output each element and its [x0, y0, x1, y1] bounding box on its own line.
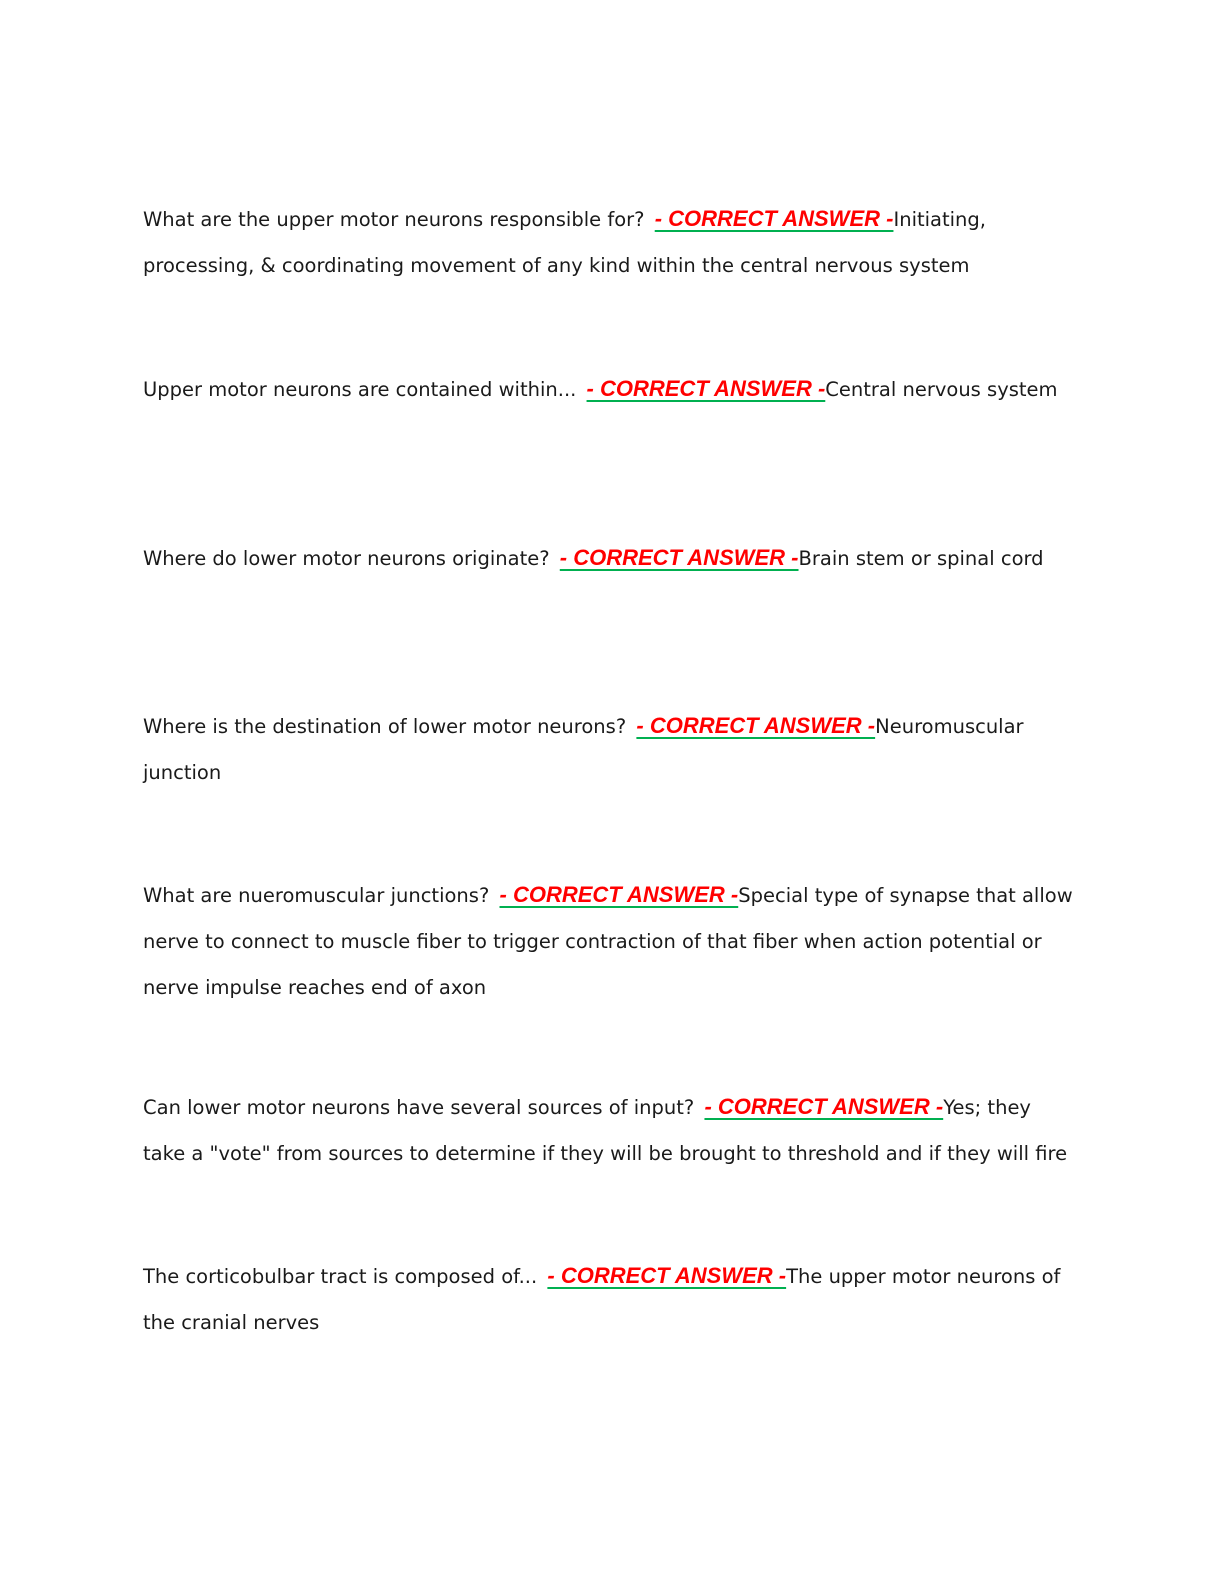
question-text: The corticobulbar tract is composed of...: [143, 1265, 538, 1288]
answer-text: Special type of synapse that allow nerve to connect to muscle fiber to trigger contraction of that fiber when action potential or nerve impulse reaches end of axon: [143, 884, 1073, 999]
qa-item-6: [143, 1084, 1073, 1177]
qa-item-3: [143, 535, 1073, 582]
correct-answer-marker: - CORRECT ANSWER -: [636, 713, 876, 738]
question-text: Where do lower motor neurons originate?: [143, 547, 550, 570]
answer-text: Neuromuscular junction: [143, 715, 1024, 784]
correct-answer-marker: - CORRECT ANSWER -: [547, 1263, 787, 1288]
correct-answer-marker: - CORRECT ANSWER -: [586, 376, 826, 401]
question-text: Where is the destination of lower motor neurons?: [143, 715, 627, 738]
question-text: What are nueromuscular junctions?: [143, 884, 490, 907]
qa-item-5: [143, 872, 1073, 1011]
correct-answer-marker: - CORRECT ANSWER -: [704, 1094, 944, 1119]
correct-answer-marker: - CORRECT ANSWER -: [559, 545, 799, 570]
answer-text: The upper motor neurons of the cranial nerves: [143, 1265, 1061, 1334]
correct-answer-marker: - CORRECT ANSWER -: [499, 882, 739, 907]
qa-item-2: [143, 366, 1073, 413]
answer-text: Brain stem or spinal cord: [798, 547, 1044, 570]
answer-text: Initiating, processing, & coordinating movement of any kind within the central nervous system: [143, 208, 986, 277]
qa-item-7: [143, 1253, 1073, 1346]
question-text: Can lower motor neurons have several sources of input?: [143, 1096, 695, 1119]
correct-answer-marker: - CORRECT ANSWER -: [654, 206, 894, 231]
answer-text: Yes; they take a "vote" from sources to determine if they will be brought to threshold and if they will fire: [143, 1096, 1068, 1165]
qa-item-1: [143, 196, 1073, 289]
answer-text: Central nervous system: [825, 378, 1058, 401]
question-text: What are the upper motor neurons responsible for?: [143, 208, 645, 231]
qa-item-4: [143, 703, 1073, 796]
question-text: Upper motor neurons are contained within...: [143, 378, 577, 401]
